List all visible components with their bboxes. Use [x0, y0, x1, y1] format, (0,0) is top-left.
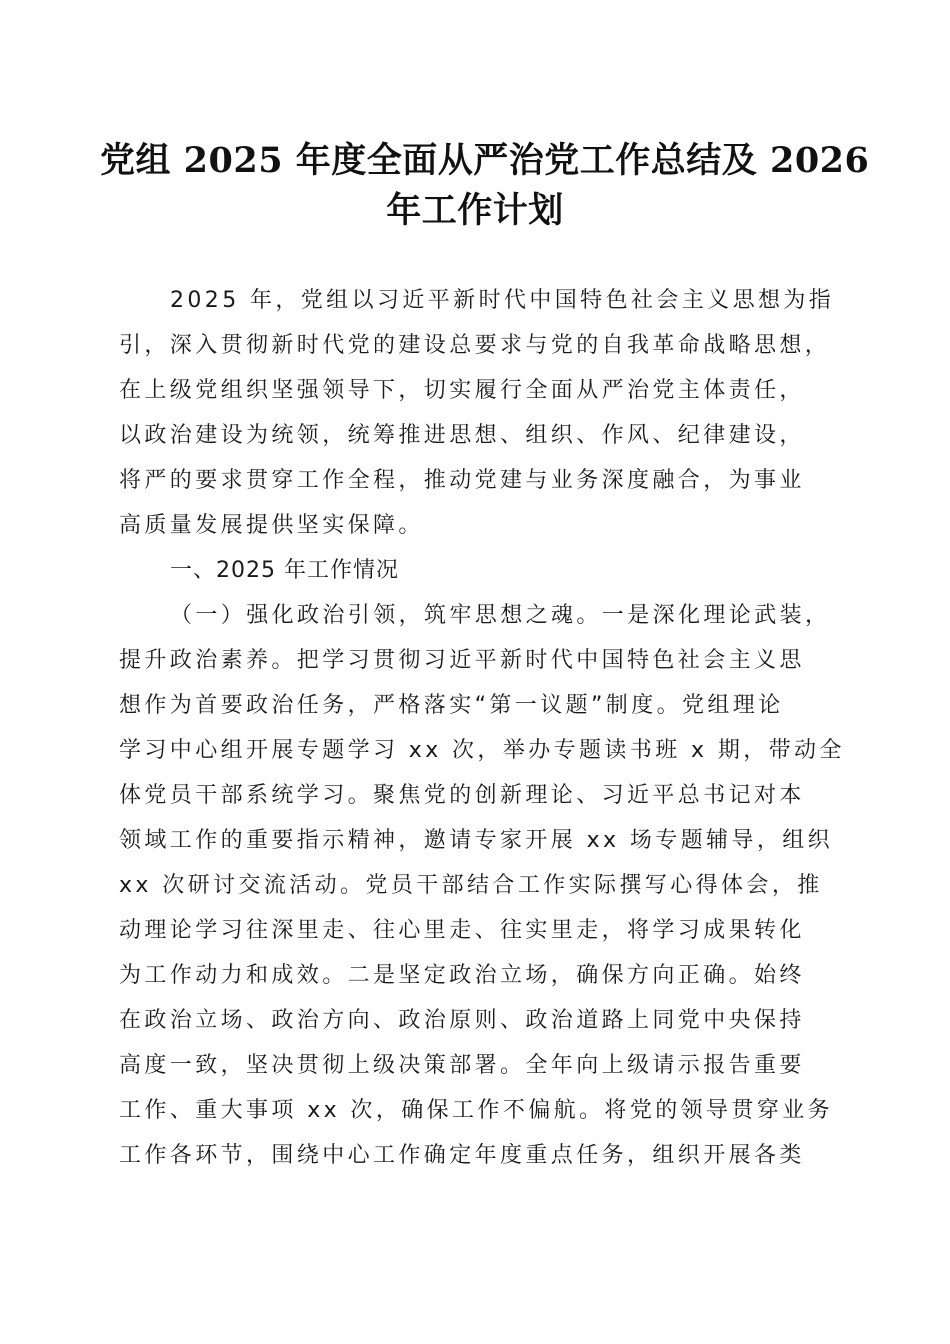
title-line-2: 年工作计划 [386, 190, 564, 231]
section-line-3: 想作为首要政治任务，严格落实“第一议题”制度。党组理论 [119, 693, 784, 718]
section-line-2: 提升政治素养。把学习贯彻习近平新时代中国特色社会主义思 [119, 648, 805, 673]
title-line-1: 党组 2025 年度全面从严治党工作总结及 2026 [100, 140, 870, 181]
document-title [100, 136, 870, 236]
section-line-13: 工作各环节，围绕中心工作确定年度重点任务，组织开展各类 [119, 1143, 805, 1168]
intro-line-6: 高质量发展提供坚实保障。 [119, 513, 424, 538]
section-line-6: 领域工作的重要指示精神，邀请专家开展 xx 场专题辅导，组织 [119, 828, 834, 853]
section-line-10: 在政治立场、政治方向、政治原则、政治道路上同党中央保持 [119, 1008, 805, 1033]
intro-line-5: 将严的要求贯穿工作全程，推动党建与业务深度融合，为事业 [119, 468, 805, 493]
intro-line-4: 以政治建设为统领，统筹推进思想、组织、作风、纪律建设， [119, 423, 805, 448]
document-body [119, 278, 845, 1178]
section-line-12: 工作、重大事项 xx 次，确保工作不偏航。将党的领导贯穿业务 [119, 1098, 834, 1123]
section-line-9: 为工作动力和成效。二是坚定政治立场，确保方向正确。始终 [119, 963, 805, 988]
section-line-11: 高度一致，坚决贯彻上级决策部署。全年向上级请示报告重要 [119, 1053, 805, 1078]
section-line-7: xx 次研讨交流活动。党员干部结合工作实际撰写心得体会，推 [119, 873, 823, 898]
intro-line-1: 2025 年，党组以习近平新时代中国特色社会主义思想为指 [170, 288, 835, 313]
section-line-8: 动理论学习往深里走、往心里走、往实里走，将学习成果转化 [119, 918, 805, 943]
intro-line-2: 引，深入贯彻新时代党的建设总要求与党的自我革命战略思想， [119, 333, 831, 358]
section-heading: 一、2025 年工作情况 [170, 558, 399, 583]
section-line-5: 体党员干部系统学习。聚焦党的创新理论、习近平总书记对本 [119, 783, 805, 808]
section-line-4: 学习中心组开展专题学习 xx 次，举办专题读书班 x 期，带动全 [119, 738, 845, 763]
intro-line-3: 在上级党组织坚强领导下，切实履行全面从严治党主体责任， [119, 378, 805, 403]
section-line-1: （一）强化政治引领，筑牢思想之魂。一是深化理论武装， [170, 603, 831, 628]
